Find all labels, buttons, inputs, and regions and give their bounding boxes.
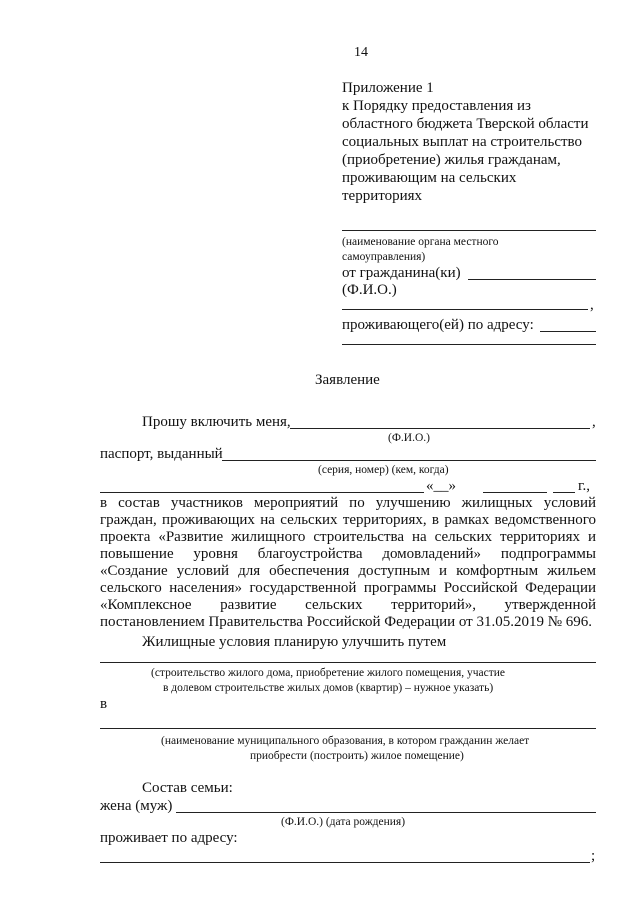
date-quote: «__»: [426, 478, 456, 494]
document-title: Заявление: [315, 372, 380, 388]
in-label: в: [100, 696, 108, 712]
family-heading: Состав семьи:: [142, 780, 233, 796]
municipality-hint: приобрести (построить) жилое помещение): [250, 750, 464, 762]
body-line: «Комплексное развитие сельских территорий», утвержденной: [100, 597, 596, 613]
citizen-name-line: [468, 279, 596, 280]
lives-label: проживает по адресу:: [100, 830, 238, 846]
body-line: «Создание условий для обеспечения доступным и комфортным жильем: [100, 563, 596, 579]
spouse-label: жена (муж): [100, 798, 173, 814]
passport-label: паспорт, выданный: [100, 446, 223, 462]
applicant-fio-hint: (Ф.И.О.): [388, 432, 430, 444]
improve-hint: (строительство жилого дома, приобретение жилого помещения, участие: [151, 667, 506, 679]
body-line: проекта «Развитие жилищного строительства на сельских территориях и: [100, 529, 596, 545]
appendix-line: территориях: [342, 188, 423, 204]
org-name-hint: (наименование органа местного: [342, 236, 499, 248]
appendix-line: областного бюджета Тверской области: [342, 116, 589, 132]
date-year-line: [553, 492, 575, 493]
request-line: Прошу включить меня,: [142, 414, 291, 430]
appendix-line: (приобретение) жилья гражданам,: [342, 152, 561, 168]
appendix-line: к Порядку предоставления из: [342, 98, 531, 114]
address-line-2: [342, 344, 596, 345]
body-line: сельского населения» государственной программы Российской Федерации: [100, 580, 596, 596]
comma: ,: [590, 297, 594, 313]
improve-method-line: [100, 662, 596, 663]
page-number: 14: [354, 45, 368, 60]
spouse-address-line: [100, 862, 590, 863]
body-line: повышение уровня благоустройства домовладений» подпрограммы: [100, 546, 596, 562]
improve-line: Жилищные условия планирую улучшить путем: [142, 634, 447, 650]
citizen-name-line-2: [342, 309, 588, 310]
passport-hint: (серия, номер) (кем, когда): [318, 464, 449, 476]
municipality-hint: (наименование муниципального образования, в котором гражданин желает: [161, 735, 530, 747]
issued-by-line: [100, 492, 424, 493]
municipality-line: [100, 728, 596, 729]
year-suffix: г.,: [578, 478, 590, 494]
from-citizen-label: от гражданина(ки): [342, 265, 461, 281]
spouse-line: [176, 812, 596, 813]
body-line: граждан, проживающих на сельских территориях, в рамках ведомственного: [100, 512, 596, 528]
body-line: постановлением Правительства Российской Федерации от 31.05.2019 № 696.: [100, 614, 593, 630]
date-month-line: [483, 492, 547, 493]
appendix-line: проживающим на сельских: [342, 170, 517, 186]
semicolon: ;: [591, 848, 596, 864]
improve-hint: в долевом строительстве жилых домов (квартир) – нужное указать): [163, 682, 494, 694]
citizen-fio-hint: (Ф.И.О.): [342, 282, 397, 298]
comma: ,: [592, 414, 596, 430]
applicant-name-line: [290, 428, 590, 429]
org-name-line: [342, 230, 596, 231]
spouse-hint: (Ф.И.О.) (дата рождения): [281, 816, 406, 828]
org-name-hint: самоуправления): [342, 251, 426, 263]
body-line: в состав участников мероприятий по улучшению жилищных условий: [100, 495, 596, 511]
appendix-line: Приложение 1: [342, 80, 434, 96]
appendix-line: социальных выплат на строительство: [342, 134, 583, 150]
passport-line: [222, 460, 596, 461]
address-line: [540, 331, 596, 332]
address-label: проживающего(ей) по адресу:: [342, 317, 534, 333]
